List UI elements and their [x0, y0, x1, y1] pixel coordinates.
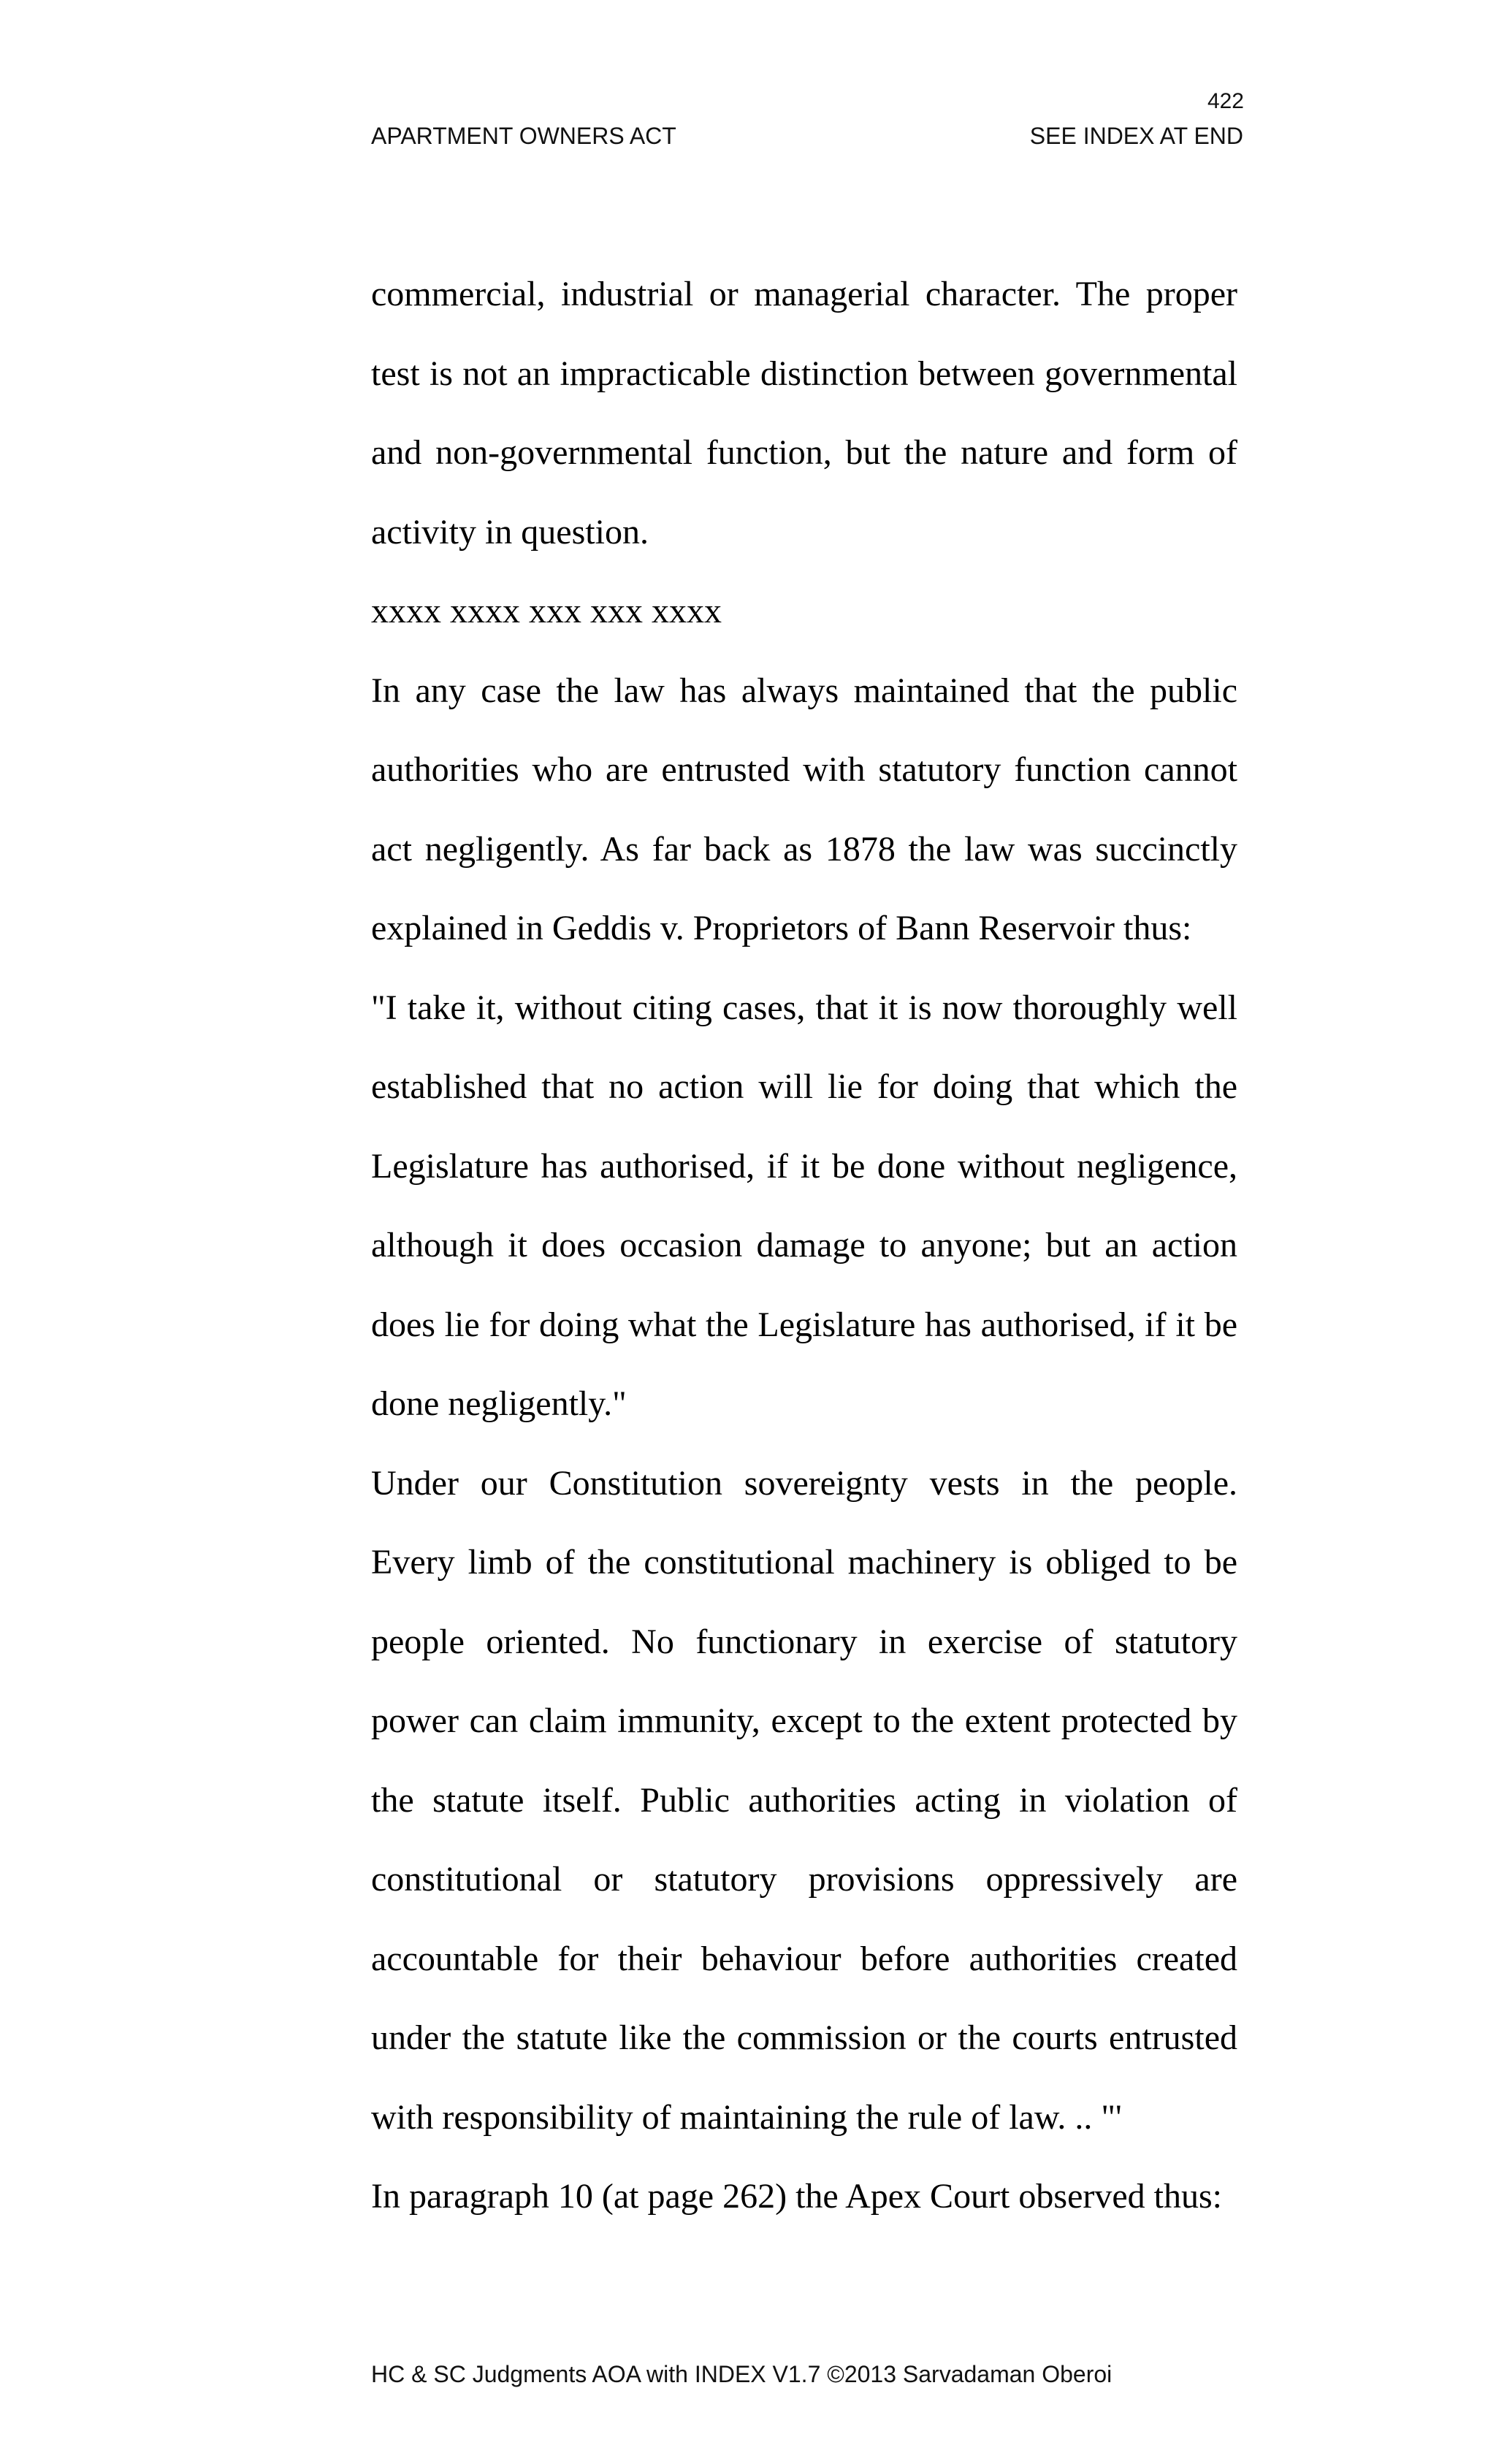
paragraph-omission-marker: xxxx xxxx xxx xxx xxxx: [371, 592, 722, 630]
page-footer: HC & SC Judgments AOA with INDEX V1.7 ©2013 Sarvadaman Oberoi: [371, 2361, 1113, 2387]
paragraph-public-authorities: In any case the law has always maintained that the public authorities who are entrusted with statutory function cannot act negligently. As far back as 1878 the law was succinctly explained in Geddis v. Proprietors of Bann Reservoir thus:: [371, 671, 1237, 947]
running-header: [371, 123, 1243, 150]
paragraph-geddis-quote: "I take it, without citing cases, that it is now thoroughly well established that no action will lie for doing that which the Legislature has authorised, if it be done without negligence, although it does occasion damage to anyone; but an action does lie for doing what the Legislature has authorised, if it be done negligently.": [371, 988, 1237, 1423]
paragraph-constitution: Under our Constitution sovereignty vests in the people. Every limb of the constitutional machinery is obliged to be people oriented. No functionary in exercise of statutory power can claim immunity, except to the extent protected by the statute itself. Public authorities acting in violation of constitutional or statutory provisions oppressively are accountable for their behaviour before authorities created under the statute like the commission or the courts entrusted with responsibility of maintaining the rule of law. .. "': [371, 1463, 1237, 2137]
paragraph-apex-court: In paragraph 10 (at page 262) the Apex Court observed thus:: [371, 2177, 1223, 2216]
page-number: 422: [1207, 89, 1244, 113]
paragraph-continuation: commercial, industrial or managerial character. The proper test is not an impracticable distinction between governmental and non-governmental function, but the nature and form of activity in question.: [371, 275, 1237, 552]
document-body: [371, 255, 1237, 2237]
header-title: APARTMENT OWNERS ACT: [371, 123, 676, 149]
header-index-note: SEE INDEX AT END: [1029, 123, 1243, 149]
